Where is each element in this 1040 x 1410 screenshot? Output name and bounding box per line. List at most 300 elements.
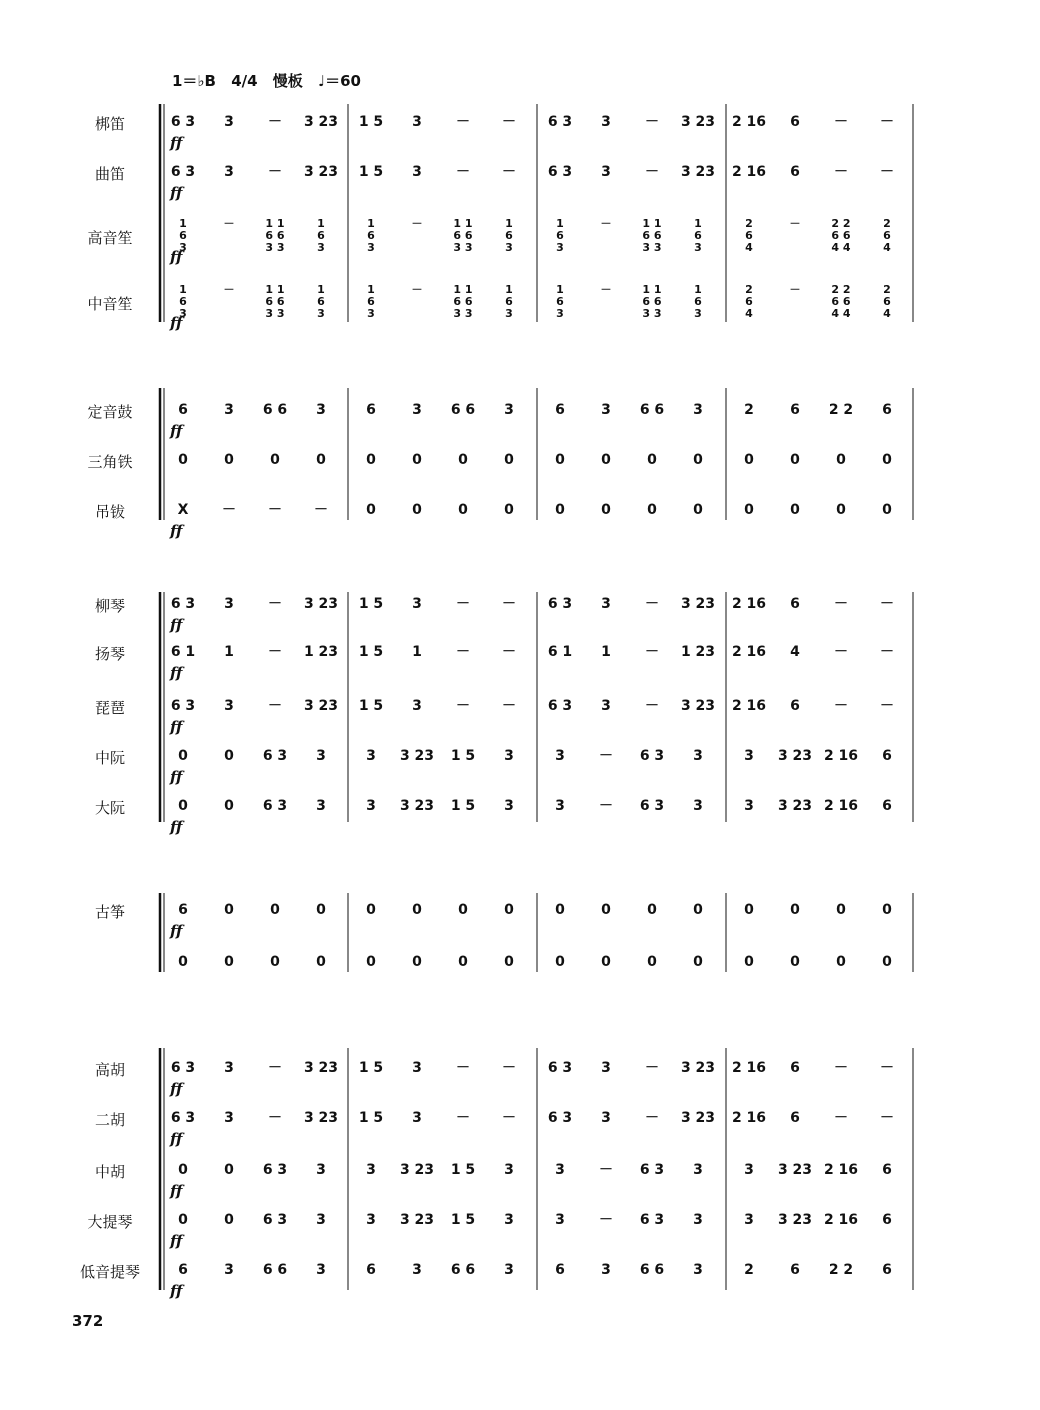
note-cell: 3 23 [303, 114, 339, 130]
note-cell: 3 23 [399, 798, 435, 814]
note-cell: 1 [601, 644, 611, 660]
note-cell: 6 3 [547, 164, 573, 180]
note-cell: 4 [790, 644, 800, 660]
note-cell: 1 1 6 6 3 3 [265, 283, 285, 320]
note-cell: 6 6 [639, 1262, 665, 1278]
instrument-name: 大阮 [94, 799, 125, 817]
note-cell: 0 [366, 502, 376, 518]
note-cell: 3 [316, 1262, 326, 1278]
note-cell: 1 5 [358, 164, 384, 180]
note-cell: 6 3 [547, 698, 573, 714]
note-cell: 0 [882, 902, 892, 918]
note-cell: 1 6 3 [556, 217, 564, 254]
note-cell: － [600, 217, 612, 230]
note-cell: － [834, 1110, 848, 1126]
time-signature: 4/4 [231, 72, 258, 90]
note-cell: － [789, 283, 801, 296]
note-cell: 1 6 3 [317, 217, 325, 254]
instrument-name: 大提琴 [87, 1213, 133, 1231]
note-cell: 0 [178, 748, 188, 764]
note-cell: 6 [790, 1110, 800, 1126]
note-cell: 1 5 [450, 748, 476, 764]
note-cell: － [880, 1060, 894, 1076]
instrument-name: 梆笛 [94, 115, 125, 133]
note-cell: 6 3 [170, 596, 196, 612]
dynamic-mark: ff [170, 818, 183, 836]
note-cell: － [645, 114, 659, 130]
note-cell: － [268, 164, 282, 180]
note-cell: 0 [458, 902, 468, 918]
note-cell: 6 [882, 1162, 892, 1178]
note-cell: 2 2 [828, 1262, 854, 1278]
note-cell: － [600, 283, 612, 296]
note-cell: 6 [178, 1262, 188, 1278]
note-cell: 3 [693, 1162, 703, 1178]
note-cell: 3 23 [777, 1212, 813, 1228]
dynamic-mark: ff [170, 248, 183, 266]
dynamic-mark: ff [170, 922, 183, 940]
note-cell: － [268, 114, 282, 130]
note-cell: 0 [412, 954, 422, 970]
note-cell: 3 [224, 698, 234, 714]
note-cell: 0 [693, 902, 703, 918]
note-cell: 2 16 [823, 1212, 859, 1228]
note-cell: 1 6 3 [179, 217, 187, 254]
note-cell: 6 [790, 164, 800, 180]
note-cell: 1 5 [450, 1212, 476, 1228]
note-cell: 6 3 [170, 164, 196, 180]
note-cell: 0 [504, 902, 514, 918]
note-cell: 2 16 [823, 748, 859, 764]
note-cell: 6 3 [639, 1212, 665, 1228]
note-cell: 0 [790, 954, 800, 970]
note-cell: 6 [366, 1262, 376, 1278]
note-cell: 3 [601, 114, 611, 130]
note-cell: 1 1 6 6 3 3 [265, 217, 285, 254]
note-cell: － [599, 1212, 613, 1228]
note-cell: 3 23 [303, 164, 339, 180]
note-cell: 3 [224, 1060, 234, 1076]
note-cell: 1 1 6 6 3 3 [453, 217, 473, 254]
note-cell: 3 [504, 748, 514, 764]
note-cell: 3 23 [777, 1162, 813, 1178]
note-cell: 2 [744, 1262, 754, 1278]
note-cell: 3 [555, 798, 565, 814]
note-cell: － [599, 798, 613, 814]
note-cell: 3 [316, 402, 326, 418]
note-cell: 3 [504, 1262, 514, 1278]
note-cell: 3 [555, 1162, 565, 1178]
note-cell: 0 [316, 452, 326, 468]
note-cell: 3 23 [680, 164, 716, 180]
instrument-name: 古筝 [94, 903, 125, 921]
note-cell: 0 [744, 502, 754, 518]
note-cell: 6 [882, 748, 892, 764]
note-cell: 0 [836, 902, 846, 918]
note-cell: 3 [316, 748, 326, 764]
note-cell: 1 1 6 6 3 3 [642, 283, 662, 320]
note-cell: 6 3 [639, 798, 665, 814]
note-cell: － [223, 283, 235, 296]
note-cell: 2 16 [823, 1162, 859, 1178]
note-cell: 0 [836, 452, 846, 468]
note-cell: 1 5 [358, 644, 384, 660]
note-cell: 0 [790, 502, 800, 518]
note-cell: 6 [882, 798, 892, 814]
note-cell: － [502, 698, 516, 714]
note-cell: 3 [601, 1262, 611, 1278]
note-cell: 3 [693, 748, 703, 764]
note-cell: 3 [412, 1110, 422, 1126]
note-cell: 0 [178, 1212, 188, 1228]
dynamic-mark: ff [170, 1182, 183, 1200]
note-cell: 3 [601, 1060, 611, 1076]
note-cell: － [789, 217, 801, 230]
note-cell: 3 [744, 748, 754, 764]
note-cell: 2 16 [731, 1110, 767, 1126]
note-cell: 0 [693, 452, 703, 468]
note-cell: 0 [601, 452, 611, 468]
note-cell: 1 [412, 644, 422, 660]
note-cell: 0 [270, 452, 280, 468]
note-cell: － [268, 502, 282, 518]
note-cell: 0 [744, 452, 754, 468]
note-cell: 6 3 [170, 698, 196, 714]
note-cell: 3 [224, 1110, 234, 1126]
note-cell: 0 [178, 798, 188, 814]
note-cell: － [645, 596, 659, 612]
note-cell: 1 5 [450, 798, 476, 814]
note-cell: 3 [693, 1262, 703, 1278]
note-cell: 3 [316, 1162, 326, 1178]
note-cell: － [268, 644, 282, 660]
note-cell: 1 6 3 [505, 283, 513, 320]
note-cell: 2 16 [731, 1060, 767, 1076]
note-cell: 0 [836, 502, 846, 518]
note-cell: 3 23 [303, 698, 339, 714]
note-cell: 3 23 [399, 748, 435, 764]
note-cell: 6 [882, 1212, 892, 1228]
note-cell: 1 6 3 [317, 283, 325, 320]
note-cell: － [599, 1162, 613, 1178]
note-cell: 0 [882, 452, 892, 468]
note-cell: 3 23 [680, 596, 716, 612]
tempo-marking: ♩＝60 [318, 72, 361, 90]
note-cell: 0 [366, 452, 376, 468]
note-cell: 0 [412, 502, 422, 518]
note-cell: 6 3 [547, 1110, 573, 1126]
note-cell: 0 [366, 954, 376, 970]
note-cell: － [268, 698, 282, 714]
note-cell: 1 5 [358, 698, 384, 714]
note-cell: － [456, 1060, 470, 1076]
note-cell: 0 [744, 954, 754, 970]
note-cell: 3 [412, 114, 422, 130]
note-cell: 6 3 [262, 748, 288, 764]
note-cell: － [223, 217, 235, 230]
note-cell: 6 3 [262, 1162, 288, 1178]
note-cell: － [834, 596, 848, 612]
note-cell: 6 6 [639, 402, 665, 418]
note-cell: 6 6 [450, 402, 476, 418]
note-cell: 2 6 4 [883, 217, 891, 254]
note-cell: 1 6 3 [556, 283, 564, 320]
note-cell: 3 [744, 798, 754, 814]
note-cell: － [456, 164, 470, 180]
note-cell: 1 6 3 [694, 283, 702, 320]
note-cell: 0 [555, 954, 565, 970]
note-cell: 0 [693, 954, 703, 970]
note-cell: 3 [366, 1212, 376, 1228]
note-cell: 6 3 [547, 114, 573, 130]
note-cell: 1 6 3 [505, 217, 513, 254]
note-cell: 0 [178, 452, 188, 468]
note-cell: 6 6 [262, 402, 288, 418]
note-cell: 2 6 4 [883, 283, 891, 320]
dynamic-mark: ff [170, 1232, 183, 1250]
note-cell: 0 [647, 452, 657, 468]
note-cell: 3 [366, 748, 376, 764]
note-cell: 0 [601, 502, 611, 518]
note-cell: － [645, 164, 659, 180]
note-cell: 1 5 [358, 596, 384, 612]
note-cell: 6 3 [170, 1110, 196, 1126]
note-cell: 0 [504, 954, 514, 970]
note-cell: 3 [412, 698, 422, 714]
instrument-name: 中音笙 [87, 295, 133, 313]
note-cell: 3 23 [303, 596, 339, 612]
instrument-name: 曲笛 [94, 165, 125, 183]
note-cell: 0 [647, 954, 657, 970]
note-cell: 0 [555, 502, 565, 518]
note-cell: 0 [224, 954, 234, 970]
note-cell: 6 [178, 402, 188, 418]
note-cell: 6 3 [262, 798, 288, 814]
note-cell: － [645, 1110, 659, 1126]
note-cell: 6 [366, 402, 376, 418]
note-cell: 1 6 3 [179, 283, 187, 320]
note-cell: 0 [316, 902, 326, 918]
note-cell: 2 2 [828, 402, 854, 418]
page-number: 372 [72, 1312, 104, 1330]
dynamic-mark: ff [170, 1282, 183, 1300]
note-cell: 3 [412, 1060, 422, 1076]
instrument-name: 中胡 [94, 1163, 125, 1181]
note-cell: 0 [178, 954, 188, 970]
note-cell: X [177, 502, 189, 518]
note-cell: 3 23 [777, 798, 813, 814]
note-cell: 0 [693, 502, 703, 518]
dynamic-mark: ff [170, 718, 183, 736]
note-cell: 6 3 [547, 1060, 573, 1076]
note-cell: 6 [790, 698, 800, 714]
dynamic-mark: ff [170, 184, 183, 202]
note-cell: 3 [366, 1162, 376, 1178]
note-cell: 6 6 [450, 1262, 476, 1278]
note-cell: － [834, 164, 848, 180]
note-cell: 0 [270, 954, 280, 970]
note-cell: 1 23 [303, 644, 339, 660]
note-cell: 1 6 3 [694, 217, 702, 254]
instrument-name: 中阮 [94, 749, 125, 767]
instrument-name: 琵琶 [94, 699, 125, 717]
note-cell: 6 1 [547, 644, 573, 660]
note-cell: 3 [601, 164, 611, 180]
note-cell: 3 [601, 698, 611, 714]
note-cell: 3 [504, 798, 514, 814]
note-cell: 1 6 3 [367, 217, 375, 254]
note-cell: 0 [412, 452, 422, 468]
instrument-name: 吊钹 [94, 503, 125, 521]
note-cell: 0 [458, 452, 468, 468]
note-cell: 3 [555, 748, 565, 764]
note-cell: 1 [224, 644, 234, 660]
note-cell: 6 3 [547, 596, 573, 612]
note-cell: 3 [504, 402, 514, 418]
note-cell: 3 [412, 164, 422, 180]
note-cell: 0 [504, 502, 514, 518]
note-cell: － [456, 698, 470, 714]
note-cell: － [268, 1110, 282, 1126]
instrument-name: 高胡 [94, 1061, 125, 1079]
note-cell: 2 16 [731, 164, 767, 180]
note-cell: － [645, 1060, 659, 1076]
note-cell: － [880, 114, 894, 130]
note-cell: 3 [316, 1212, 326, 1228]
note-cell: 0 [224, 748, 234, 764]
note-cell: 0 [366, 902, 376, 918]
note-cell: 3 [601, 596, 611, 612]
note-cell: 1 5 [450, 1162, 476, 1178]
note-cell: 3 23 [303, 1060, 339, 1076]
note-cell: 3 23 [680, 114, 716, 130]
note-cell: 3 [224, 114, 234, 130]
note-cell: 2 [744, 402, 754, 418]
note-cell: 0 [647, 902, 657, 918]
note-cell: 0 [412, 902, 422, 918]
note-cell: 0 [882, 954, 892, 970]
note-cell: 0 [224, 902, 234, 918]
note-cell: 6 3 [170, 114, 196, 130]
note-cell: － [502, 1110, 516, 1126]
note-cell: 3 [412, 402, 422, 418]
note-cell: 2 16 [731, 114, 767, 130]
note-cell: － [456, 114, 470, 130]
note-cell: 6 [790, 596, 800, 612]
note-cell: 0 [836, 954, 846, 970]
note-cell: 0 [270, 902, 280, 918]
note-cell: － [268, 1060, 282, 1076]
note-cell: 0 [790, 902, 800, 918]
note-cell: 6 3 [639, 1162, 665, 1178]
dynamic-mark: ff [170, 1080, 183, 1098]
note-cell: 1 5 [358, 114, 384, 130]
note-cell: 3 23 [680, 1110, 716, 1126]
note-cell: 6 [790, 1262, 800, 1278]
note-cell: － [456, 596, 470, 612]
note-cell: 1 6 3 [367, 283, 375, 320]
note-cell: － [880, 596, 894, 612]
note-cell: 6 [882, 402, 892, 418]
note-cell: － [222, 502, 236, 518]
note-cell: 1 5 [358, 1110, 384, 1126]
note-cell: 3 23 [680, 1060, 716, 1076]
note-cell: 0 [224, 1162, 234, 1178]
note-cell: 0 [178, 1162, 188, 1178]
note-cell: 3 [693, 402, 703, 418]
note-cell: 3 [601, 1110, 611, 1126]
note-cell: － [502, 644, 516, 660]
note-cell: 0 [224, 798, 234, 814]
note-cell: 2 6 4 [745, 217, 753, 254]
note-cell: 1 1 6 6 3 3 [453, 283, 473, 320]
note-cell: － [502, 164, 516, 180]
note-cell: 3 [316, 798, 326, 814]
note-cell: 0 [555, 902, 565, 918]
instrument-name: 定音鼓 [87, 403, 133, 421]
note-cell: － [880, 698, 894, 714]
note-cell: 0 [555, 452, 565, 468]
note-cell: 6 6 [262, 1262, 288, 1278]
note-cell: 3 [224, 164, 234, 180]
note-cell: 1 1 6 6 3 3 [642, 217, 662, 254]
note-cell: 3 23 [777, 748, 813, 764]
dynamic-mark: ff [170, 768, 183, 786]
note-cell: － [411, 217, 423, 230]
note-cell: 3 [601, 402, 611, 418]
note-cell: 0 [744, 902, 754, 918]
dynamic-mark: ff [170, 522, 183, 540]
key-signature: 1＝♭B [172, 72, 216, 90]
note-cell: － [834, 1060, 848, 1076]
note-cell: 0 [458, 502, 468, 518]
note-cell: － [502, 1060, 516, 1076]
tempo-word: 慢板 [272, 72, 303, 90]
instrument-name: 低音提琴 [79, 1263, 140, 1281]
note-cell: 3 [366, 798, 376, 814]
note-cell: 6 3 [262, 1212, 288, 1228]
dynamic-mark: ff [170, 134, 183, 152]
note-cell: － [645, 698, 659, 714]
note-cell: 2 6 4 [745, 283, 753, 320]
note-cell: 6 [790, 402, 800, 418]
dynamic-mark: ff [170, 616, 183, 634]
dynamic-mark: ff [170, 1130, 183, 1148]
instrument-name: 扬琴 [94, 645, 125, 663]
note-cell: 3 [555, 1212, 565, 1228]
note-cell: 0 [224, 1212, 234, 1228]
dynamic-mark: ff [170, 422, 183, 440]
note-cell: 2 16 [731, 698, 767, 714]
note-cell: 2 16 [731, 596, 767, 612]
note-cell: 6 [555, 1262, 565, 1278]
note-cell: 6 3 [639, 748, 665, 764]
note-cell: 2 2 6 6 4 4 [831, 217, 851, 254]
dynamic-mark: ff [170, 664, 183, 682]
note-cell: 3 23 [399, 1212, 435, 1228]
note-cell: 3 [224, 596, 234, 612]
note-cell: 0 [316, 954, 326, 970]
note-cell: 3 23 [680, 698, 716, 714]
note-cell: － [268, 596, 282, 612]
note-cell: 0 [601, 902, 611, 918]
note-cell: 6 [178, 902, 188, 918]
instrument-name: 三角铁 [87, 453, 133, 471]
note-cell: 2 2 6 6 4 4 [831, 283, 851, 320]
note-cell: 3 23 [303, 1110, 339, 1126]
note-cell: 0 [647, 502, 657, 518]
note-cell: 3 [693, 1212, 703, 1228]
